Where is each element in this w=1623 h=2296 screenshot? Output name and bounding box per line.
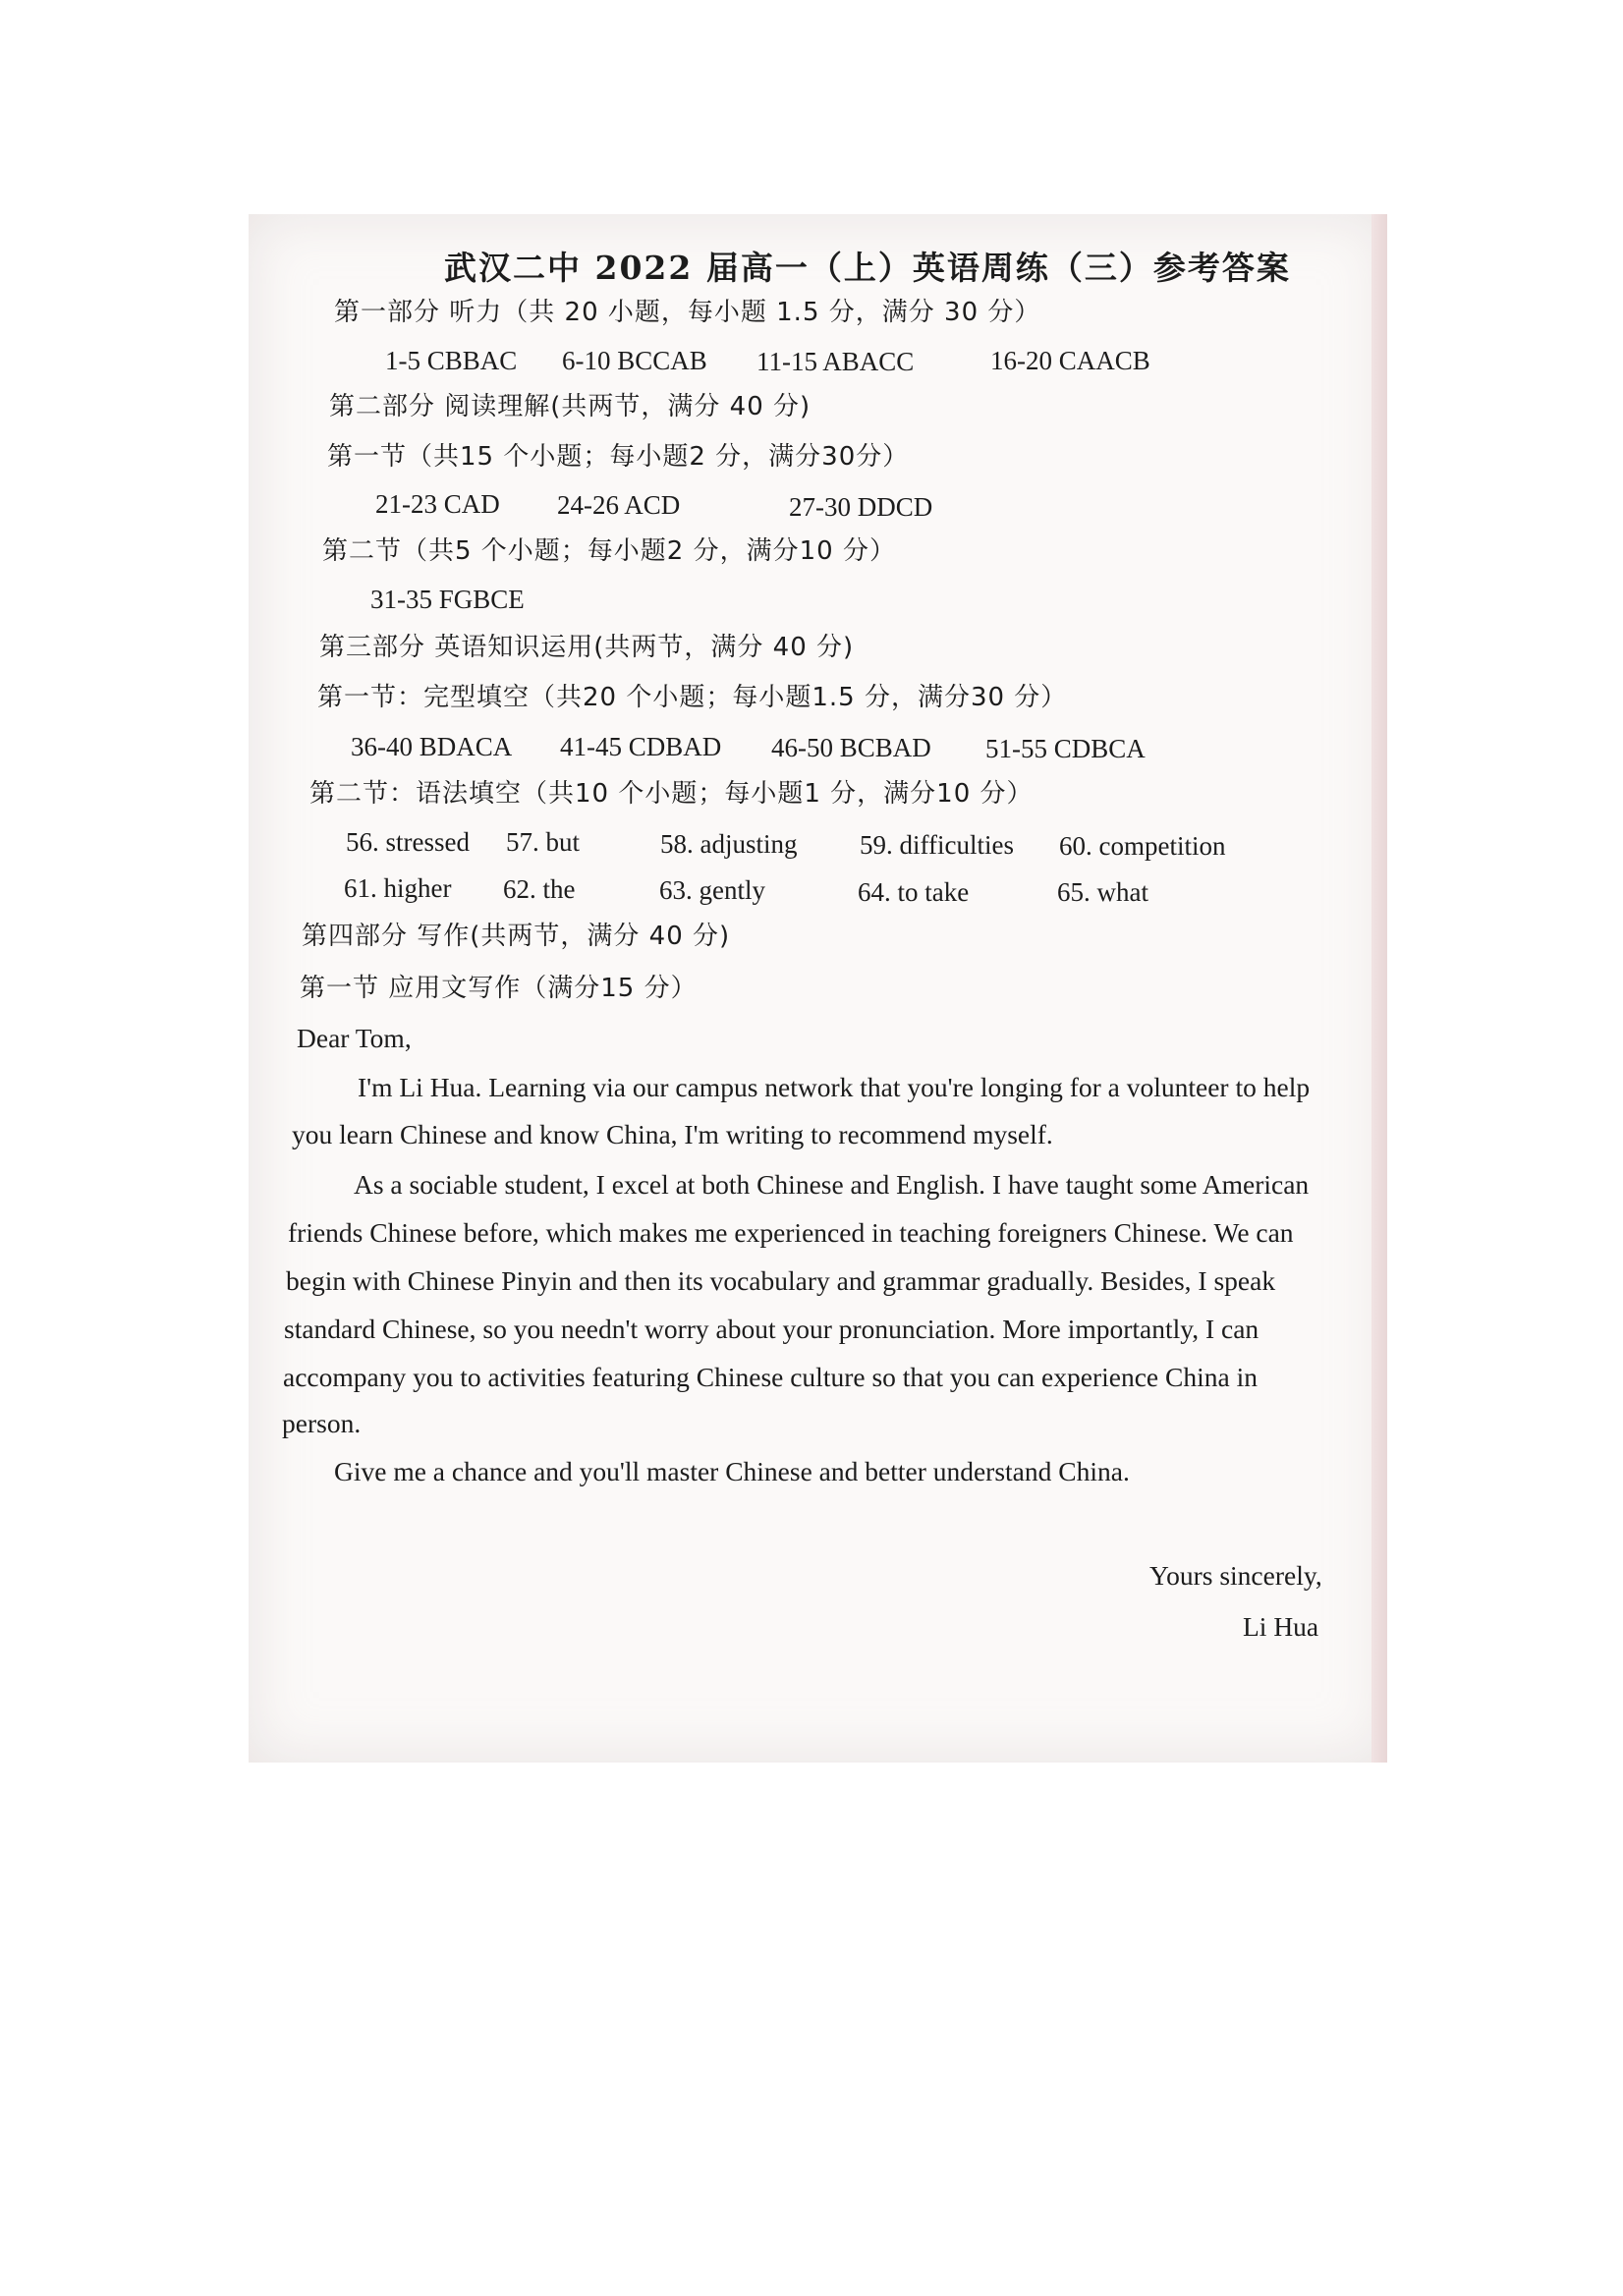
answer-59: 59. difficulties (860, 830, 1014, 860)
answer-63: 63. gently (659, 875, 765, 905)
letter-p1-line1: I'm Li Hua. Learning via our campus network that you're longing for a volunteer to help (358, 1072, 1311, 1102)
letter-p2-line2: friends Chinese before, which makes me experienced in teaching foreigners Chinese. We can (288, 1217, 1294, 1248)
answer-46-50: 46-50 BCBAD (771, 733, 931, 762)
answer-11-15: 11-15 ABACC (756, 347, 915, 376)
answer-60: 60. competition (1059, 831, 1226, 861)
answer-41-45: 41-45 CDBAD (560, 732, 722, 761)
answer-65: 65. what (1057, 877, 1148, 907)
letter-p1-line2: you learn Chinese and know China, I'm writing to recommend myself. (292, 1119, 1053, 1149)
part2-section2-heading: 第二节（共5 个小题；每小题2 分，满分10 分） (322, 536, 896, 566)
answer-61: 61. higher (344, 873, 452, 903)
answer-64: 64. to take (858, 877, 970, 907)
document-title: 武汉二中 2022 届高一（上）英语周练（三）参考答案 (444, 249, 1291, 287)
answer-24-26: 24-26 ACD (557, 490, 681, 520)
answer-62: 62. the (503, 874, 576, 904)
answer-58: 58. adjusting (660, 829, 798, 859)
answer-21-23: 21-23 CAD (375, 489, 500, 519)
part4-heading: 第四部分 写作(共两节，满分 40 分) (302, 922, 731, 951)
letter-p3: Give me a chance and you'll master Chinese and better understand China. (334, 1456, 1130, 1486)
letter-p2-line6: person. (282, 1408, 362, 1438)
letter-p2-line5: accompany you to activities featuring Chinese culture so that you can experience China in (283, 1362, 1258, 1392)
answer-56: 56. stressed (346, 827, 470, 857)
part4-section1-heading: 第一节 应用文写作（满分15 分） (300, 974, 698, 1003)
paper-edge-shadow (1371, 214, 1387, 1763)
letter-signature: Li Hua (1243, 1611, 1319, 1642)
answer-1-5: 1-5 CBBAC (385, 346, 518, 375)
part3-section1-heading: 第一节：完型填空（共20 个小题；每小题1.5 分，满分30 分） (317, 683, 1068, 712)
letter-p2-line3: begin with Chinese Pinyin and then its vocabulary and grammar gradually. Besides, I speak (286, 1265, 1276, 1296)
letter-p2-line4: standard Chinese, so you needn't worry about your pronunciation. More importantly, I can (284, 1314, 1259, 1344)
letter-closing: Yours sincerely, (1149, 1560, 1322, 1591)
answer-31-35: 31-35 FGBCE (370, 585, 525, 614)
answer-6-10: 6-10 BCCAB (562, 346, 707, 375)
answer-16-20: 16-20 CAACB (990, 346, 1150, 375)
answer-27-30: 27-30 DDCD (789, 492, 933, 522)
letter-p2-line1: As a sociable student, I excel at both Chinese and English. I have taught some American (354, 1169, 1310, 1200)
part1-heading: 第一部分 听力（共 20 小题，每小题 1.5 分，满分 30 分） (334, 298, 1041, 327)
answer-36-40: 36-40 BDACA (351, 732, 513, 761)
part2-heading: 第二部分 阅读理解(共两节，满分 40 分) (329, 392, 812, 421)
part2-section1-heading: 第一节（共15 个小题；每小题2 分，满分30分） (327, 442, 910, 472)
answer-51-55: 51-55 CDBCA (985, 734, 1146, 763)
part3-section2-heading: 第二节：语法填空（共10 个小题；每小题1 分，满分10 分） (309, 779, 1034, 809)
answer-57: 57. but (506, 827, 581, 857)
part3-heading: 第三部分 英语知识运用(共两节，满分 40 分) (319, 633, 855, 662)
letter-greeting: Dear Tom, (297, 1023, 412, 1053)
